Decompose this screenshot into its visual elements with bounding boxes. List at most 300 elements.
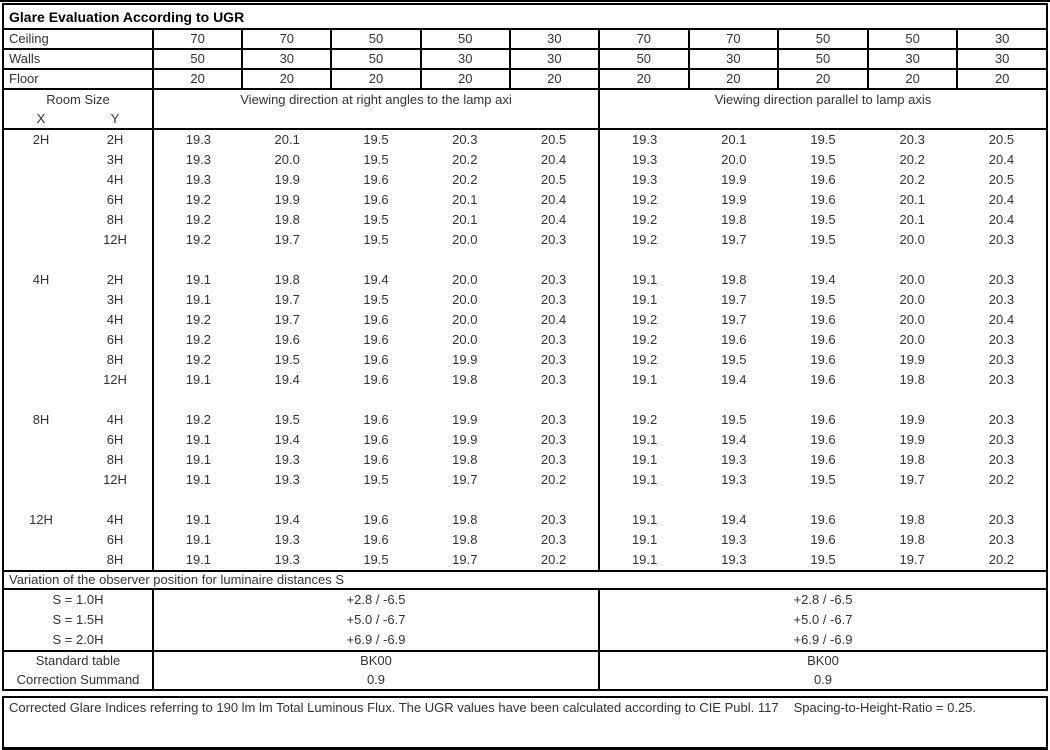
y-column-label: Y bbox=[110, 111, 120, 126]
ugr-values-left bbox=[154, 190, 600, 210]
ugr-value: 19.2 bbox=[631, 192, 658, 207]
room-x-value bbox=[4, 230, 78, 250]
ugr-value: 20.2 bbox=[988, 472, 1015, 487]
table-row bbox=[4, 330, 1046, 350]
summary-value-right: 0.9 bbox=[813, 671, 833, 687]
ugr-values-left bbox=[154, 410, 600, 430]
ugr-value: 19.8 bbox=[452, 372, 478, 387]
ugr-values-right bbox=[600, 410, 1046, 430]
ugr-value: 19.7 bbox=[721, 232, 747, 247]
ugr-value: 19.1 bbox=[185, 552, 212, 567]
surface-value: 30 bbox=[422, 50, 511, 68]
room-x-value bbox=[4, 210, 78, 230]
room-x-value bbox=[4, 330, 78, 350]
surface-value: 20 bbox=[243, 70, 332, 88]
ugr-value bbox=[778, 250, 867, 270]
ugr-value: 19.4 bbox=[721, 512, 747, 527]
ugr-values-right bbox=[600, 150, 1046, 170]
ugr-value: 20.1 bbox=[274, 132, 300, 147]
room-x-value bbox=[4, 350, 78, 370]
room-size-cell bbox=[4, 350, 154, 370]
ugr-value: 19.7 bbox=[899, 472, 925, 487]
ugr-values-left bbox=[154, 130, 600, 150]
ugr-value: 20.0 bbox=[452, 332, 478, 347]
ugr-value: 19.8 bbox=[899, 512, 925, 527]
room-size-cell bbox=[4, 130, 154, 150]
room-size-cell bbox=[4, 290, 154, 310]
ugr-value: 20.3 bbox=[452, 132, 478, 147]
summary-row bbox=[4, 671, 1046, 690]
ugr-value: 19.6 bbox=[810, 452, 836, 467]
ugr-values-right bbox=[600, 290, 1046, 310]
ugr-value: 19.1 bbox=[631, 532, 658, 547]
variation-label: S = 1.0H bbox=[4, 590, 154, 610]
spacing-height-ratio: Spacing-to-Height-Ratio = 0.25. bbox=[793, 700, 977, 715]
table-row bbox=[4, 250, 1046, 270]
room-y-value: 4H bbox=[106, 172, 124, 187]
room-x-value bbox=[4, 370, 78, 390]
ugr-value: 19.5 bbox=[274, 352, 300, 367]
ugr-value bbox=[600, 490, 689, 510]
ugr-values-right bbox=[600, 550, 1046, 570]
room-y-value bbox=[78, 490, 152, 510]
room-size-cell bbox=[4, 510, 154, 530]
room-y-value: 3H bbox=[106, 152, 124, 167]
ugr-value bbox=[420, 390, 509, 410]
room-y-value: 2H bbox=[106, 272, 124, 287]
ugr-value: 19.9 bbox=[274, 192, 300, 207]
table-row bbox=[4, 230, 1046, 250]
ugr-value: 20.3 bbox=[540, 432, 567, 447]
ugr-value: 19.7 bbox=[721, 312, 747, 327]
ugr-value: 20.3 bbox=[540, 452, 567, 467]
room-size-cell bbox=[4, 390, 154, 410]
ugr-value: 19.1 bbox=[631, 292, 658, 307]
ugr-value: 19.2 bbox=[631, 212, 658, 227]
ugr-value: 19.3 bbox=[721, 472, 747, 487]
ugr-values-right bbox=[600, 390, 1046, 410]
ugr-value: 19.6 bbox=[363, 452, 389, 467]
surface-values-right bbox=[600, 50, 1046, 68]
table-row bbox=[4, 430, 1046, 450]
ugr-value: 19.2 bbox=[185, 312, 212, 327]
room-y-value: 12H bbox=[103, 372, 127, 387]
surface-value: 20 bbox=[869, 70, 959, 88]
ugr-value: 19.4 bbox=[721, 432, 747, 447]
variation-label: S = 1.5H bbox=[4, 610, 154, 630]
ugr-value bbox=[957, 390, 1046, 410]
table-row bbox=[4, 150, 1046, 170]
footer-note bbox=[2, 696, 1048, 750]
ugr-value: 19.1 bbox=[631, 372, 658, 387]
ugr-value bbox=[689, 250, 778, 270]
room-y-value: 3H bbox=[106, 292, 124, 307]
room-y-value: 6H bbox=[106, 432, 124, 447]
ugr-value: 20.3 bbox=[540, 372, 567, 387]
ugr-value: 20.1 bbox=[452, 212, 478, 227]
room-size-cell bbox=[4, 310, 154, 330]
ugr-value: 19.7 bbox=[274, 292, 300, 307]
ugr-value: 19.2 bbox=[185, 332, 212, 347]
room-x-value bbox=[4, 290, 78, 310]
room-x-value bbox=[4, 450, 78, 470]
ugr-values-left bbox=[154, 550, 600, 570]
ugr-value: 19.7 bbox=[274, 232, 300, 247]
surface-value: 30 bbox=[547, 31, 562, 46]
ugr-values-left bbox=[154, 270, 600, 290]
ugr-value: 19.5 bbox=[810, 472, 836, 487]
ugr-value bbox=[689, 390, 778, 410]
room-y-value: 4H bbox=[106, 412, 124, 427]
ugr-value: 20.3 bbox=[899, 132, 925, 147]
ugr-value: 20.0 bbox=[899, 332, 925, 347]
table-row bbox=[4, 310, 1046, 330]
ugr-value: 19.4 bbox=[274, 372, 300, 387]
ugr-value: 19.9 bbox=[899, 412, 925, 427]
summary-label: Standard table bbox=[4, 652, 154, 671]
ugr-value: 19.4 bbox=[810, 272, 836, 287]
room-size-cell bbox=[4, 250, 154, 270]
ugr-value bbox=[420, 490, 509, 510]
ugr-values-left bbox=[154, 230, 600, 250]
ugr-value: 19.1 bbox=[185, 372, 212, 387]
ugr-values-left bbox=[154, 310, 600, 330]
ugr-value: 19.5 bbox=[274, 412, 300, 427]
ugr-values-left bbox=[154, 390, 600, 410]
ugr-values-left bbox=[154, 470, 600, 490]
table-row bbox=[4, 130, 1046, 150]
ugr-value: 19.9 bbox=[899, 352, 925, 367]
surface-label: Ceiling bbox=[4, 30, 154, 48]
surface-row bbox=[4, 30, 1046, 50]
room-y-value: 8H bbox=[106, 552, 124, 567]
ugr-value: 19.8 bbox=[274, 212, 300, 227]
ugr-value: 19.7 bbox=[452, 472, 478, 487]
ugr-values-right bbox=[600, 450, 1046, 470]
ugr-value: 19.2 bbox=[631, 352, 658, 367]
ugr-value: 20.5 bbox=[540, 132, 567, 147]
footer-text: Corrected Glare Indices referring to 190 lm lm Total Luminous Flux. The UGR values have been calculated according to CIE Publ. 117 bbox=[9, 700, 779, 715]
room-y-value bbox=[78, 250, 152, 270]
ugr-value: 20.0 bbox=[899, 312, 925, 327]
surface-reflectance-rows bbox=[4, 30, 1046, 90]
room-size-cell bbox=[4, 150, 154, 170]
ugr-value: 19.5 bbox=[363, 552, 389, 567]
ugr-value: 19.3 bbox=[631, 172, 658, 187]
ugr-value: 19.8 bbox=[899, 452, 925, 467]
ugr-value: 19.6 bbox=[363, 432, 389, 447]
surface-value: 20 bbox=[779, 70, 869, 88]
ugr-value: 19.5 bbox=[363, 132, 389, 147]
ugr-values-left bbox=[154, 210, 600, 230]
room-x-value bbox=[4, 150, 78, 170]
table-row bbox=[4, 170, 1046, 190]
ugr-value: 19.2 bbox=[631, 312, 658, 327]
ugr-value: 19.6 bbox=[810, 332, 836, 347]
ugr-value: 20.4 bbox=[988, 192, 1015, 207]
surface-value: 20 bbox=[154, 70, 243, 88]
ugr-value: 19.7 bbox=[274, 312, 300, 327]
ugr-value: 20.3 bbox=[988, 452, 1015, 467]
ugr-value bbox=[154, 490, 243, 510]
ugr-values-right bbox=[600, 530, 1046, 550]
surface-value: 70 bbox=[154, 30, 243, 48]
ugr-value: 19.9 bbox=[452, 412, 478, 427]
ugr-values-left bbox=[154, 330, 600, 350]
ugr-value: 19.5 bbox=[810, 212, 836, 227]
viewing-direction-header-right: Viewing direction parallel to lamp axis bbox=[714, 92, 932, 107]
ugr-value: 19.2 bbox=[185, 352, 212, 367]
ugr-value: 20.3 bbox=[540, 232, 567, 247]
ugr-value: 19.7 bbox=[899, 552, 925, 567]
room-size-cell bbox=[4, 230, 154, 250]
ugr-value: 19.9 bbox=[721, 172, 747, 187]
room-size-cell bbox=[4, 270, 154, 290]
ugr-value: 20.2 bbox=[540, 472, 567, 487]
ugr-values-right bbox=[600, 330, 1046, 350]
ugr-value: 19.3 bbox=[721, 532, 747, 547]
surface-value: 30 bbox=[547, 51, 562, 66]
ugr-value: 20.5 bbox=[988, 132, 1015, 147]
ugr-value: 19.3 bbox=[274, 472, 300, 487]
ugr-value: 19.2 bbox=[631, 232, 658, 247]
ugr-value bbox=[509, 390, 598, 410]
ugr-value: 19.2 bbox=[631, 412, 658, 427]
room-y-value: 4H bbox=[106, 312, 124, 327]
ugr-value: 19.5 bbox=[810, 132, 836, 147]
table-row bbox=[4, 290, 1046, 310]
summary-value-right: BK00 bbox=[807, 653, 839, 668]
surface-row bbox=[4, 50, 1046, 70]
ugr-value: 20.3 bbox=[540, 292, 567, 307]
room-size-cell bbox=[4, 530, 154, 550]
ugr-value: 19.4 bbox=[363, 272, 389, 287]
ugr-value: 19.3 bbox=[185, 172, 212, 187]
ugr-value: 19.4 bbox=[274, 512, 300, 527]
ugr-value: 20.0 bbox=[899, 272, 925, 287]
ugr-value: 19.6 bbox=[810, 312, 836, 327]
summary-row bbox=[4, 652, 1046, 671]
ugr-value: 19.6 bbox=[363, 532, 389, 547]
variation-value-right: +2.8 / -6.5 bbox=[793, 592, 853, 607]
room-size-header bbox=[4, 90, 154, 128]
room-size-cell bbox=[4, 450, 154, 470]
column-header-row bbox=[4, 90, 1046, 130]
surface-value: 50 bbox=[332, 50, 421, 68]
ugr-value: 19.9 bbox=[274, 172, 300, 187]
ugr-value: 19.5 bbox=[363, 472, 389, 487]
ugr-values-right bbox=[600, 250, 1046, 270]
ugr-value: 19.6 bbox=[363, 372, 389, 387]
ugr-value: 20.1 bbox=[899, 212, 925, 227]
ugr-values-left bbox=[154, 490, 600, 510]
ugr-value: 19.6 bbox=[721, 332, 747, 347]
ugr-value bbox=[154, 390, 243, 410]
ugr-values-left bbox=[154, 350, 600, 370]
ugr-values-left bbox=[154, 170, 600, 190]
ugr-values-left bbox=[154, 370, 600, 390]
ugr-data-body bbox=[4, 130, 1046, 570]
surface-value: 20 bbox=[690, 70, 780, 88]
ugr-value: 20.4 bbox=[540, 212, 567, 227]
ugr-values-right bbox=[600, 470, 1046, 490]
variation-value-right: +6.9 / -6.9 bbox=[793, 632, 853, 647]
surface-value: 70 bbox=[690, 30, 780, 48]
ugr-value: 19.1 bbox=[185, 272, 212, 287]
ugr-value bbox=[868, 490, 957, 510]
room-size-cell bbox=[4, 370, 154, 390]
ugr-value: 20.0 bbox=[899, 292, 925, 307]
ugr-value: 19.2 bbox=[185, 232, 212, 247]
ugr-value bbox=[420, 250, 509, 270]
ugr-value: 19.1 bbox=[185, 532, 212, 547]
ugr-value bbox=[689, 490, 778, 510]
ugr-value: 19.6 bbox=[810, 352, 836, 367]
ugr-values-left bbox=[154, 450, 600, 470]
room-size-cell bbox=[4, 550, 154, 570]
surface-values-left bbox=[154, 30, 600, 48]
room-size-xy bbox=[4, 109, 152, 128]
table-row bbox=[4, 470, 1046, 490]
surface-value: 20 bbox=[422, 70, 511, 88]
variation-row bbox=[4, 590, 1046, 610]
ugr-value: 20.4 bbox=[988, 312, 1015, 327]
ugr-value bbox=[778, 490, 867, 510]
ugr-value: 19.5 bbox=[721, 412, 747, 427]
summary-label: Correction Summand bbox=[4, 671, 154, 690]
room-y-value: 2H bbox=[106, 132, 124, 147]
ugr-value: 20.4 bbox=[540, 152, 567, 167]
room-size-cell bbox=[4, 430, 154, 450]
table-row bbox=[4, 450, 1046, 470]
ugr-value: 19.9 bbox=[721, 192, 747, 207]
ugr-values-right bbox=[600, 130, 1046, 150]
ugr-value bbox=[600, 390, 689, 410]
table-row bbox=[4, 350, 1046, 370]
room-size-title: Room Size bbox=[46, 92, 110, 107]
ugr-value: 19.9 bbox=[899, 432, 925, 447]
room-size-cell bbox=[4, 170, 154, 190]
room-x-value: 4H bbox=[32, 272, 50, 287]
room-x-value bbox=[4, 490, 78, 510]
surface-value: 70 bbox=[600, 30, 690, 48]
ugr-value: 20.3 bbox=[988, 372, 1015, 387]
ugr-value bbox=[243, 250, 332, 270]
ugr-value: 19.5 bbox=[363, 292, 389, 307]
ugr-value: 20.3 bbox=[988, 292, 1015, 307]
surface-values-left bbox=[154, 70, 600, 88]
surface-value: 30 bbox=[994, 51, 1010, 66]
ugr-value: 20.5 bbox=[988, 172, 1015, 187]
ugr-value: 20.0 bbox=[452, 292, 478, 307]
ugr-value bbox=[332, 390, 421, 410]
room-x-value: 12H bbox=[29, 512, 53, 527]
ugr-value: 20.3 bbox=[540, 412, 567, 427]
surface-values-right bbox=[600, 30, 1046, 48]
surface-value: 30 bbox=[690, 50, 780, 68]
ugr-value: 19.1 bbox=[185, 512, 212, 527]
ugr-values-right bbox=[600, 350, 1046, 370]
ugr-value bbox=[509, 490, 598, 510]
ugr-value: 19.7 bbox=[452, 552, 478, 567]
ugr-value bbox=[868, 390, 957, 410]
table-row bbox=[4, 530, 1046, 550]
ugr-values-right bbox=[600, 170, 1046, 190]
ugr-value: 19.9 bbox=[452, 352, 478, 367]
ugr-value: 19.8 bbox=[899, 532, 925, 547]
table-row bbox=[4, 490, 1046, 510]
ugr-value: 19.8 bbox=[452, 532, 478, 547]
ugr-value: 20.3 bbox=[988, 332, 1015, 347]
ugr-value bbox=[332, 490, 421, 510]
ugr-value bbox=[243, 390, 332, 410]
ugr-value: 19.6 bbox=[363, 332, 389, 347]
ugr-value: 20.3 bbox=[540, 532, 567, 547]
x-column-label: X bbox=[36, 111, 46, 126]
ugr-value: 20.3 bbox=[988, 352, 1015, 367]
ugr-value: 20.2 bbox=[540, 552, 567, 567]
room-y-value: 6H bbox=[106, 332, 124, 347]
ugr-values-right bbox=[600, 190, 1046, 210]
ugr-value: 19.3 bbox=[185, 152, 212, 167]
ugr-value bbox=[778, 390, 867, 410]
surface-value: 50 bbox=[779, 50, 869, 68]
ugr-value: 20.1 bbox=[899, 192, 925, 207]
ugr-values-right bbox=[600, 210, 1046, 230]
ugr-value: 20.0 bbox=[721, 152, 747, 167]
ugr-value: 19.5 bbox=[810, 152, 836, 167]
ugr-value: 19.6 bbox=[810, 512, 836, 527]
ugr-value: 19.6 bbox=[363, 512, 389, 527]
variation-rows bbox=[4, 590, 1046, 652]
ugr-value: 19.3 bbox=[274, 552, 300, 567]
ugr-value: 19.6 bbox=[363, 352, 389, 367]
ugr-value: 19.8 bbox=[721, 212, 747, 227]
variation-section-title: Variation of the observer position for luminaire distances S bbox=[4, 570, 1046, 590]
ugr-value: 19.8 bbox=[899, 372, 925, 387]
ugr-value: 19.6 bbox=[810, 192, 836, 207]
table-row bbox=[4, 210, 1046, 230]
ugr-values-right bbox=[600, 310, 1046, 330]
ugr-value: 19.6 bbox=[810, 532, 836, 547]
table-row bbox=[4, 510, 1046, 530]
variation-label: S = 2.0H bbox=[4, 630, 154, 650]
ugr-value: 19.5 bbox=[721, 352, 747, 367]
room-y-value: 4H bbox=[106, 512, 124, 527]
ugr-value: 19.5 bbox=[810, 232, 836, 247]
ugr-value bbox=[600, 250, 689, 270]
surface-value: 50 bbox=[154, 50, 243, 68]
surface-value: 50 bbox=[600, 50, 690, 68]
glare-evaluation-table bbox=[2, 3, 1048, 691]
room-x-value bbox=[4, 470, 78, 490]
viewing-direction-header-left: Viewing direction at right angles to the lamp axi bbox=[154, 90, 600, 128]
ugr-value: 19.1 bbox=[631, 472, 658, 487]
ugr-value: 19.8 bbox=[274, 272, 300, 287]
ugr-value: 19.1 bbox=[185, 292, 212, 307]
ugr-value: 19.6 bbox=[363, 312, 389, 327]
ugr-value: 19.1 bbox=[185, 472, 212, 487]
surface-value: 30 bbox=[243, 50, 332, 68]
ugr-value: 19.6 bbox=[363, 412, 389, 427]
room-x-value bbox=[4, 310, 78, 330]
room-y-value: 12H bbox=[103, 232, 127, 247]
ugr-value: 19.4 bbox=[721, 372, 747, 387]
room-y-value bbox=[78, 390, 152, 410]
surface-label: Floor bbox=[4, 70, 154, 88]
ugr-value: 20.3 bbox=[988, 512, 1015, 527]
ugr-value: 19.3 bbox=[274, 532, 300, 547]
